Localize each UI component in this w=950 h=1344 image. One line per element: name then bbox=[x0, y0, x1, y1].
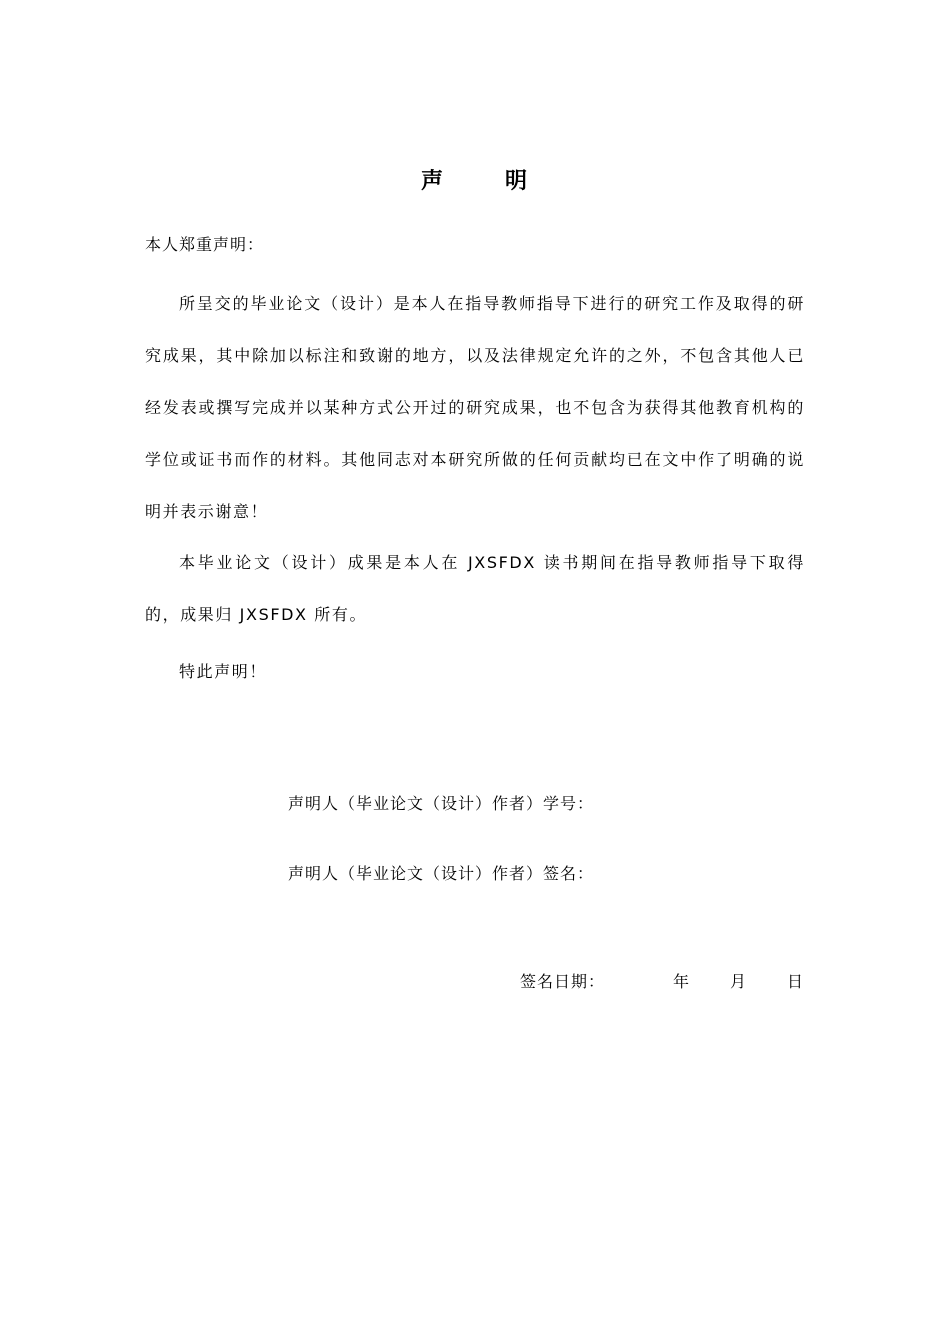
day-label: 日 bbox=[787, 972, 805, 991]
salutation: 本人郑重声明： bbox=[145, 235, 265, 254]
signature-label: 声明人（毕业论文（设计）作者）签名： bbox=[288, 864, 595, 883]
page-title bbox=[0, 165, 950, 199]
declaration-closing: 特此声明！ bbox=[179, 662, 268, 681]
student-id-label: 声明人（毕业论文（设计）作者）学号： bbox=[288, 794, 595, 813]
title-char-2: 明 bbox=[505, 169, 530, 194]
title-char-1: 声 bbox=[420, 169, 445, 194]
declaration-paragraph-2: 本毕业论文（设计）成果是本人在 JXSFDX 读书期间在指导教师指导下取得的，成果归 JXSFDX 所有。 bbox=[145, 553, 805, 624]
declaration-paragraph-1: 所呈交的毕业论文（设计）是本人在指导教师指导下进行的研究工作及取得的研究成果，其中除加以标注和致谢的地方，以及法律规定允许的之外，不包含其他人已经发表或撰写完成并以某种方式公开过的研究成果，也不包含为获得其他教育机构的学位或证书而作的材料。其他同志对本研究所做的任何贡献均已在文中作了明确的说明并表示谢意！ bbox=[145, 294, 805, 521]
date-label: 签名日期： bbox=[520, 972, 606, 991]
signature-date-row bbox=[520, 969, 804, 995]
year-label: 年 bbox=[673, 972, 691, 991]
month-label: 月 bbox=[730, 972, 748, 991]
